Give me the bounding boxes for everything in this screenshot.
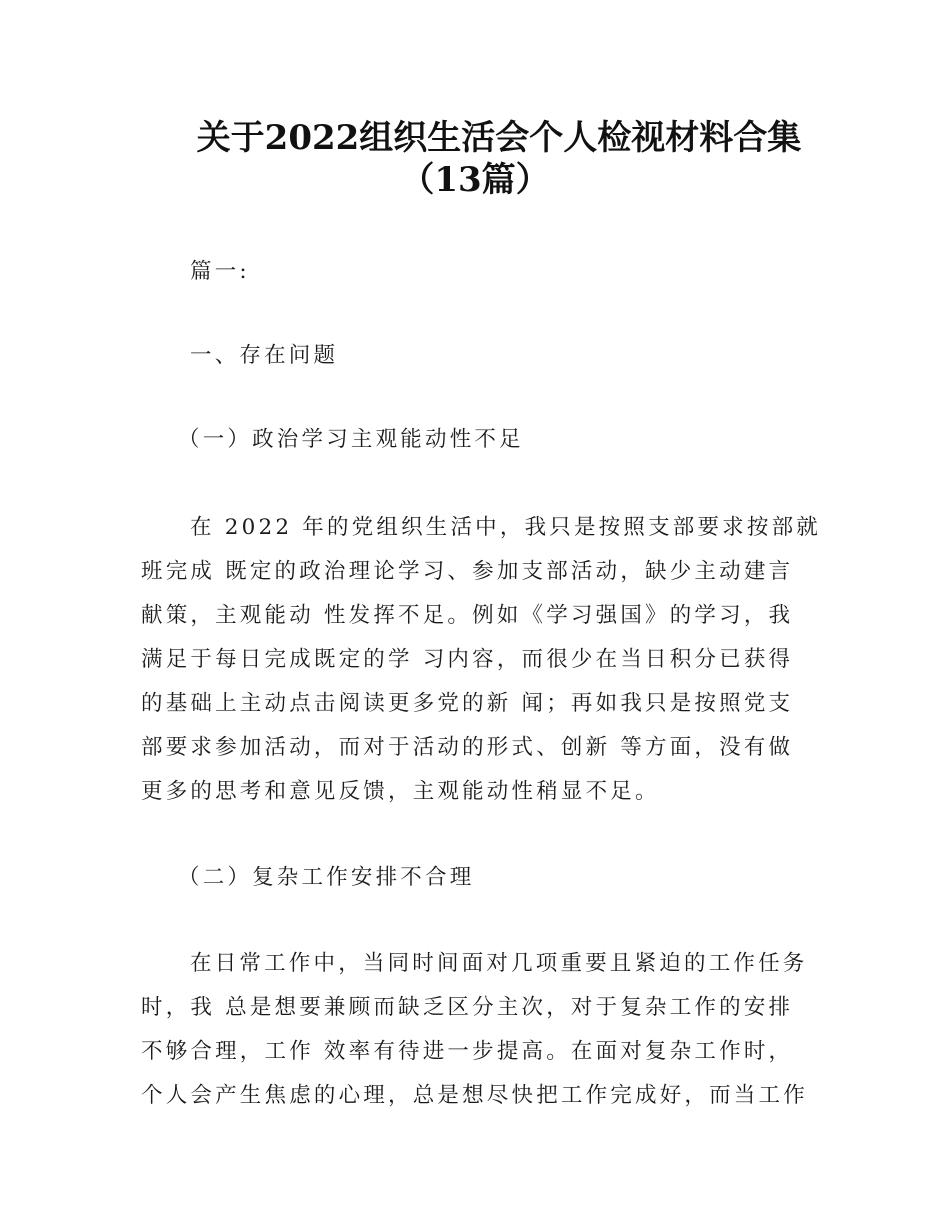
paragraph-1-line: 满足于每日完成既定的学 习内容，而很少在当日积分已获得	[141, 647, 794, 672]
section-heading: 一、存在问题	[190, 343, 339, 368]
paragraph-1-line: 献策，主观能动 性发挥不足。例如《学习强国》的学习，我	[141, 603, 794, 628]
paragraph-1-line: 班完成 既定的政治理论学习、参加支部活动，缺少主动建言	[141, 559, 794, 584]
document-title-line2: （13篇）	[400, 160, 550, 200]
paragraph-2-line: 不够合理，工作 效率有待进一步提高。在面对复杂工作时，	[141, 1039, 794, 1064]
subsection-heading-2: （二）复杂工作安排不合理	[178, 865, 475, 890]
paragraph-2-line: 时，我 总是想要兼顾而缺乏区分主次，对于复杂工作的安排	[141, 995, 794, 1020]
paragraph-1-line: 的基础上主动点击阅读更多党的新 闻；再如我只是按照党支	[141, 691, 794, 716]
paragraph-1-line: 在 2022 年的党组织生活中，我只是按照支部要求按部就	[190, 515, 821, 540]
paragraph-2-line: 在日常工作中，当同时间面对几项重要且紧迫的工作任务	[190, 951, 808, 976]
paragraph-1-line: 部要求参加活动，而对于活动的形式、创新 等方面，没有做	[141, 735, 794, 760]
subsection-heading-1: （一）政治学习主观能动性不足	[178, 427, 524, 452]
document-title-line1: 关于2022组织生活会个人检视材料合集	[196, 118, 802, 158]
paragraph-1-line: 更多的思考和意见反馈，主观能动性稍显不足。	[141, 779, 660, 804]
paragraph-2-line: 个人会产生焦虑的心理，总是想尽快把工作完成好，而当工作	[141, 1083, 808, 1108]
part-label: 篇一:	[190, 259, 250, 284]
